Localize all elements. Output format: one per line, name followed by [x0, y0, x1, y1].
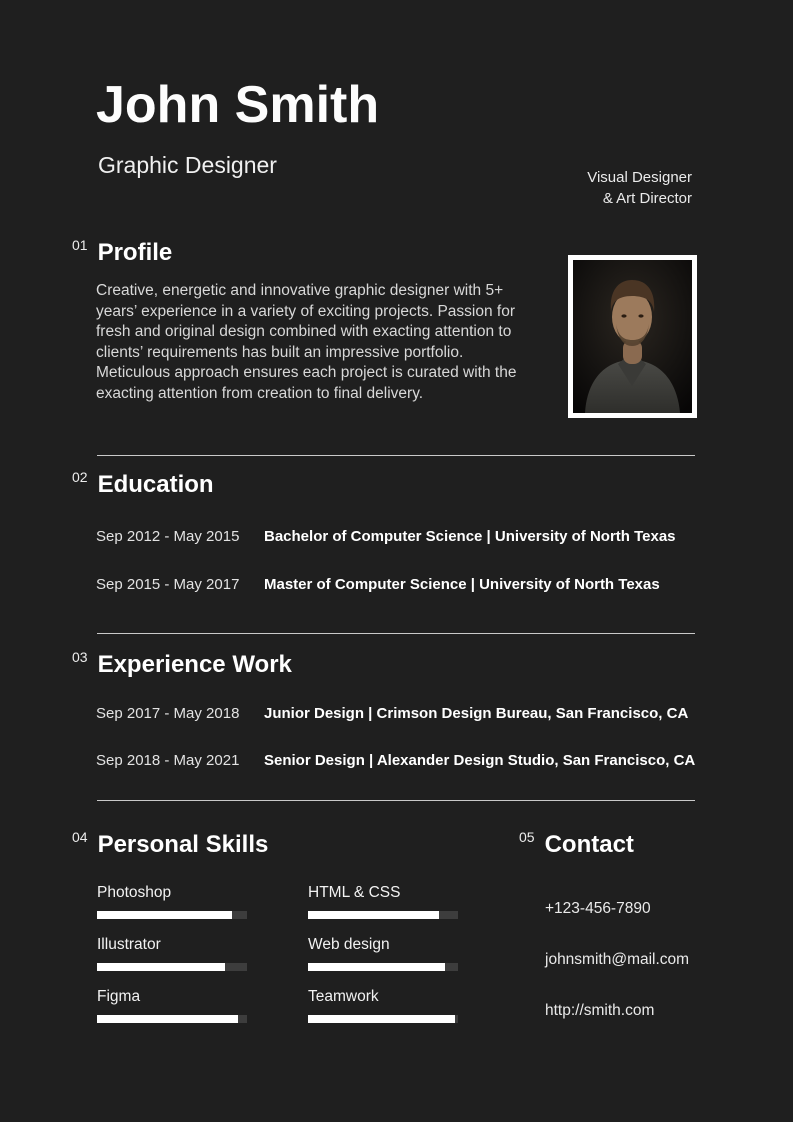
- experience-detail: Senior Design | Alexander Design Studio, San Francisco, CA: [264, 752, 696, 769]
- skill-bar-fill: [308, 911, 439, 919]
- skill-bar-fill: [97, 963, 225, 971]
- tagline: [587, 167, 692, 209]
- section-number: 01: [72, 237, 88, 253]
- skill-bar: [97, 911, 247, 919]
- skill-item: [308, 936, 458, 971]
- tagline-line-2: & Art Director: [602, 190, 692, 207]
- skill-item: [97, 936, 247, 971]
- experience-dates: Sep 2017 - May 2018: [96, 705, 240, 722]
- skill-label: Photoshop: [97, 884, 172, 901]
- section-education: [72, 469, 732, 593]
- section-title: Personal Skills: [97, 831, 269, 858]
- education-detail: Master of Computer Science | University of North Texas: [264, 576, 660, 593]
- skill-label: Illustrator: [97, 936, 161, 953]
- skills-heading: [72, 829, 508, 858]
- skill-item: [97, 988, 247, 1023]
- skill-bar-fill: [308, 1015, 455, 1023]
- contact-email: johnsmith@mail.com: [545, 951, 690, 968]
- section-skills: [72, 829, 508, 1023]
- section-contact: [519, 829, 690, 1020]
- skill-label: Web design: [308, 936, 390, 953]
- portrait-photo: [568, 255, 697, 418]
- profile-heading: [72, 237, 572, 266]
- section-title: Experience Work: [97, 651, 292, 678]
- divider: [97, 633, 695, 634]
- education-dates: Sep 2015 - May 2017: [96, 576, 240, 593]
- skill-bar-fill: [308, 963, 445, 971]
- section-number: 04: [72, 829, 88, 845]
- skill-bar: [97, 963, 247, 971]
- skill-bar-fill: [97, 1015, 238, 1023]
- skill-label: Teamwork: [308, 988, 379, 1005]
- skill-item: [308, 884, 458, 919]
- contact-phone: +123-456-7890: [545, 900, 651, 917]
- profile-text: Creative, energetic and innovative graphic designer with 5+ years’ experience in a variety of exciting projects. Passion for fresh and original design combined with exacting attention to clients’ requirements has built an impressive portfolio. Meticulous approach ensures each project is curated with the exacting attention from creation to final delivery.: [96, 282, 517, 402]
- skill-bar: [97, 1015, 247, 1023]
- education-detail: Bachelor of Computer Science | University of North Texas: [264, 528, 676, 545]
- section-title: Education: [97, 471, 214, 498]
- skill-label: HTML & CSS: [308, 884, 401, 901]
- section-number: 02: [72, 469, 88, 485]
- experience-detail: Junior Design | Crimson Design Bureau, San Francisco, CA: [264, 705, 689, 722]
- skill-label: Figma: [97, 988, 141, 1005]
- divider: [97, 800, 695, 801]
- experience-row: [96, 752, 752, 769]
- section-number: 03: [72, 649, 88, 665]
- education-heading: [72, 469, 732, 498]
- section-profile: [72, 237, 572, 405]
- section-experience: [72, 649, 752, 769]
- experience-heading: [72, 649, 752, 678]
- divider: [97, 455, 695, 456]
- contact-heading: [519, 829, 689, 858]
- experience-dates: Sep 2018 - May 2021: [96, 752, 240, 769]
- experience-row: [96, 705, 752, 722]
- skill-item: [97, 884, 247, 919]
- skill-bar-fill: [97, 911, 232, 919]
- contact-website: http://smith.com: [545, 1002, 655, 1019]
- person-role: Graphic Designer: [98, 152, 277, 178]
- tagline-line-1: Visual Designer: [587, 169, 692, 186]
- education-dates: Sep 2012 - May 2015: [96, 528, 240, 545]
- education-row: [96, 576, 732, 593]
- portrait-photo-illustration: [573, 260, 692, 413]
- skill-item: [308, 988, 458, 1023]
- education-row: [96, 528, 732, 545]
- skill-bar: [308, 963, 458, 971]
- skill-bar: [308, 1015, 458, 1023]
- person-name: John Smith: [96, 76, 380, 134]
- skill-bar: [308, 911, 458, 919]
- section-title: Profile: [97, 239, 173, 266]
- section-title: Contact: [544, 831, 634, 858]
- section-number: 05: [519, 829, 535, 845]
